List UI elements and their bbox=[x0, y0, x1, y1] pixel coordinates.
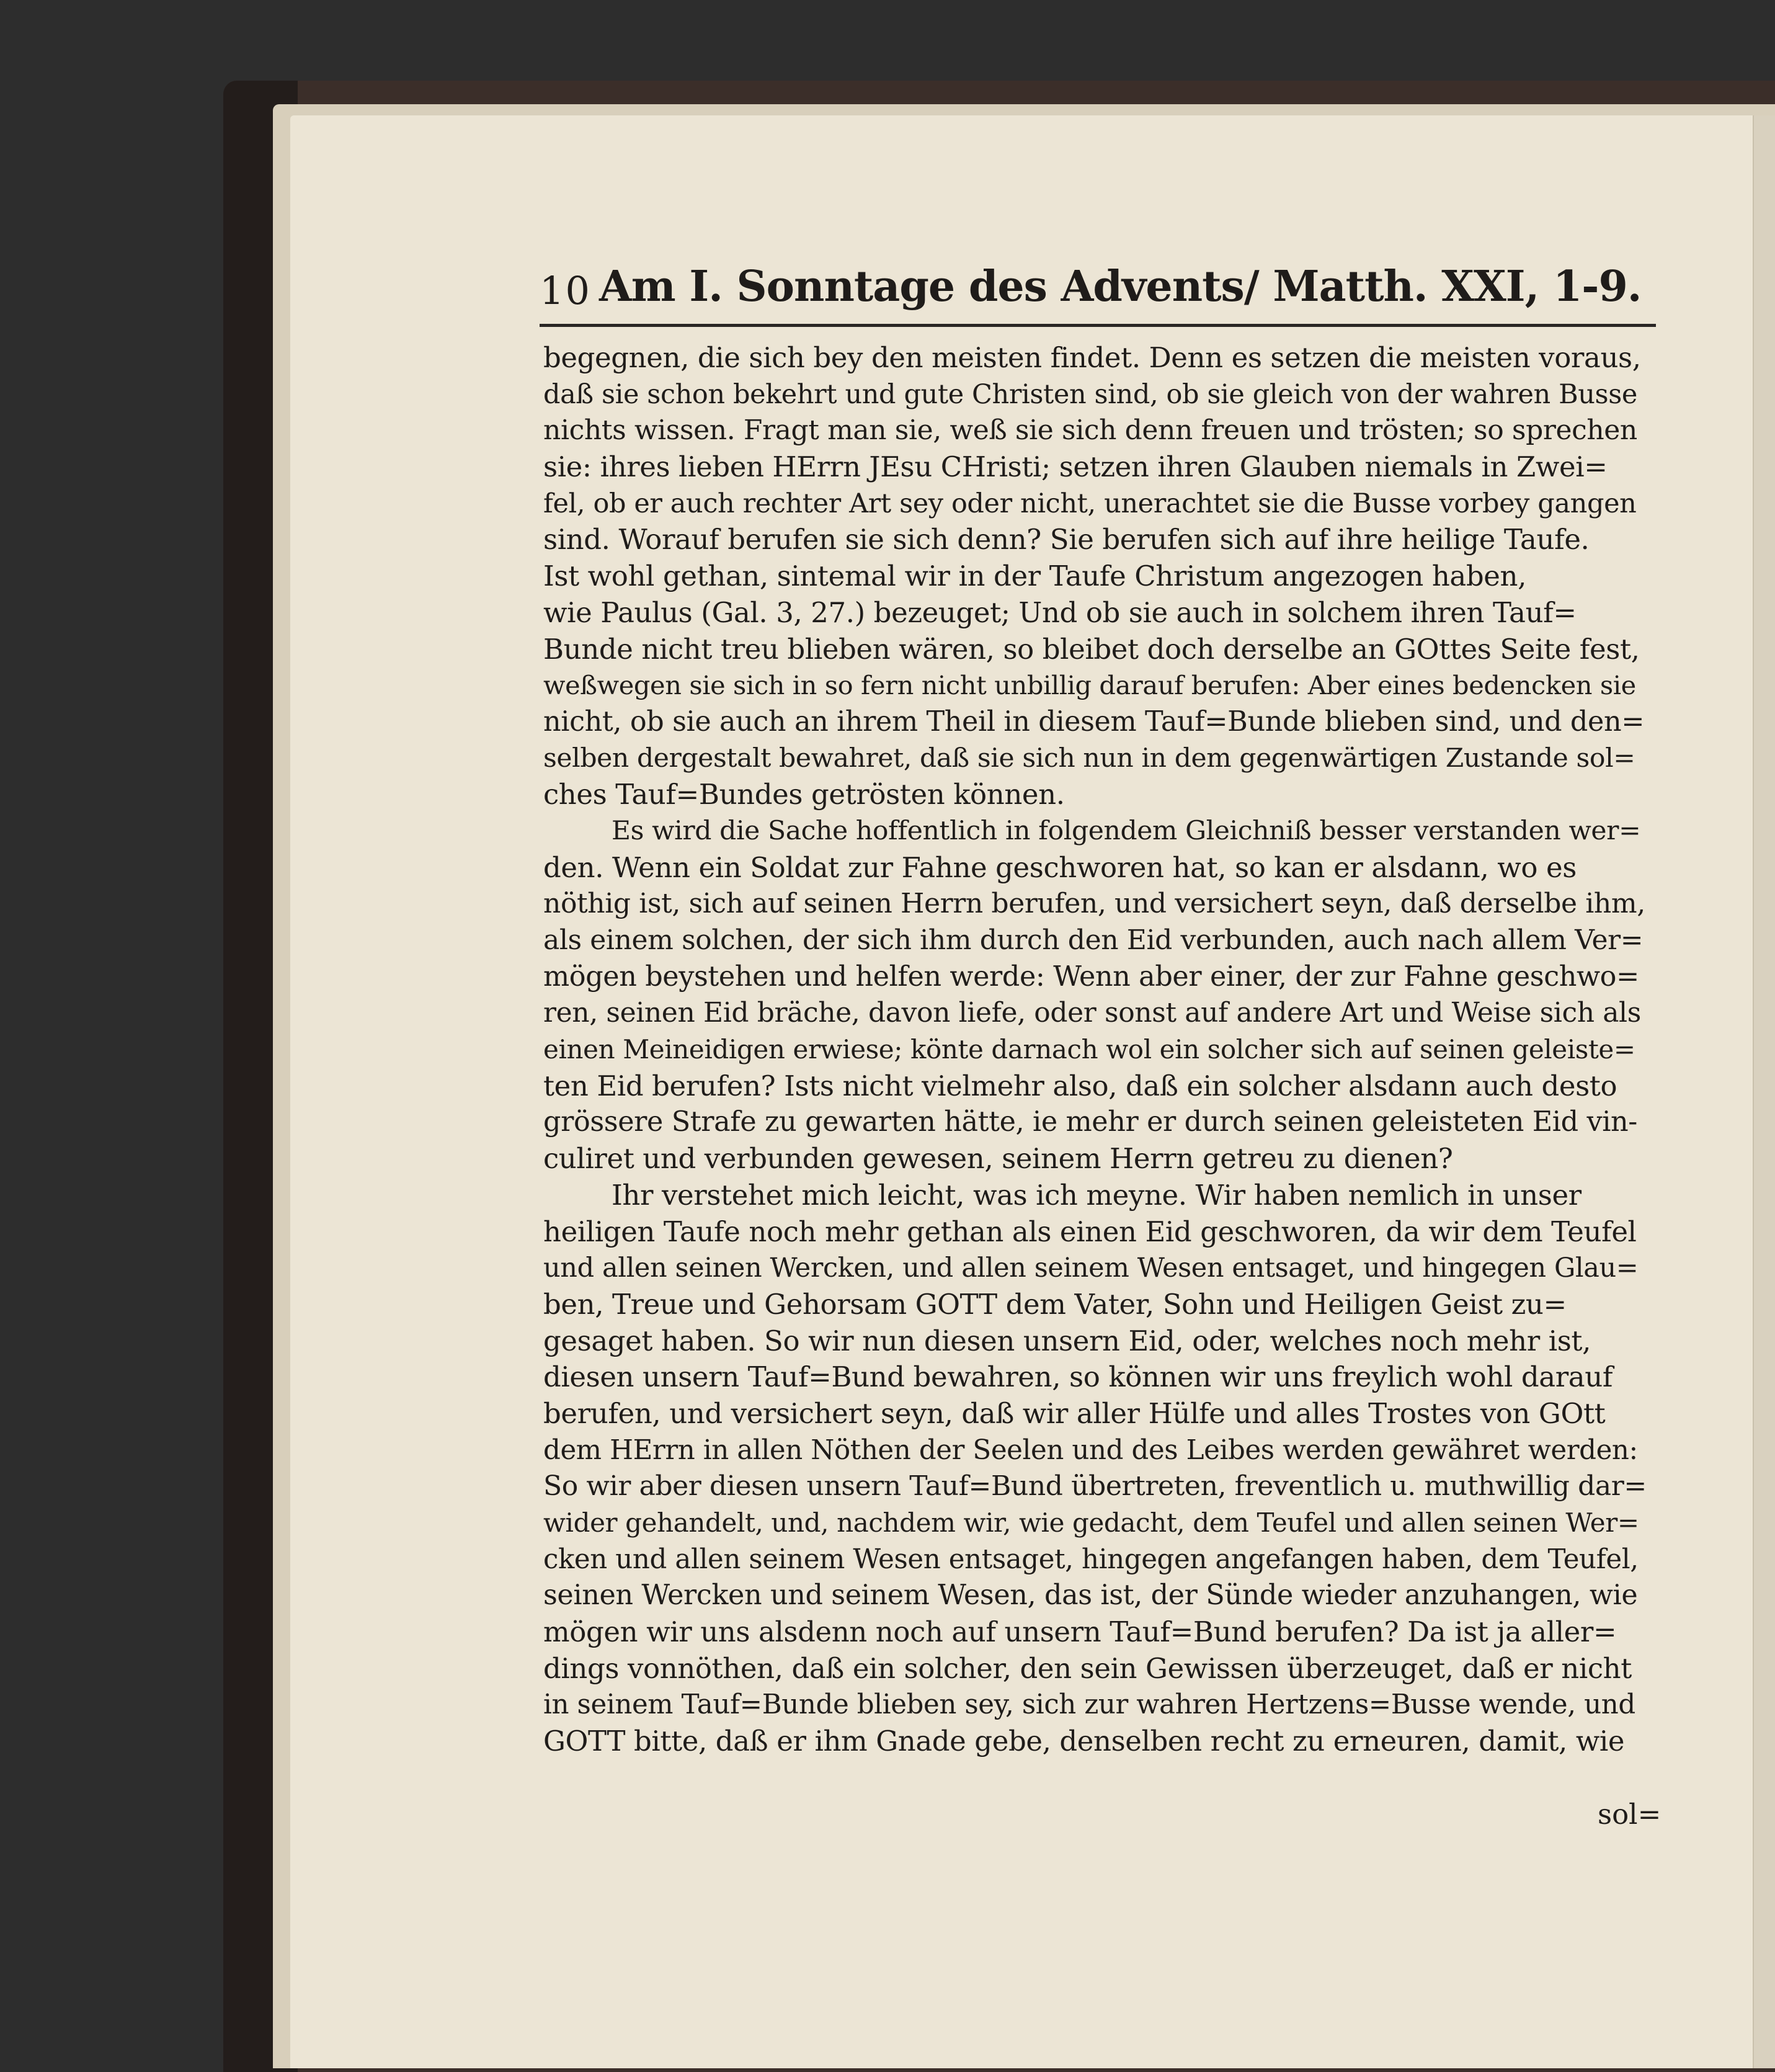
text-line: fel, ob er auch rechter Art sey oder nicht, unerachtet sie die Busse vorbey gangen bbox=[543, 488, 1637, 519]
text-line: daß sie schon bekehrt und gute Christen sind, ob sie gleich von der wahren Busse bbox=[543, 378, 1637, 410]
text-line: So wir aber diesen unsern Tauf=Bund übertreten, freventlich u. muthwillig dar= bbox=[543, 1470, 1647, 1503]
text-line: Bunde nicht treu blieben wären, so bleibet doch derselbe an GOttes Seite fest, bbox=[543, 632, 1640, 666]
text-line: diesen unsern Tauf=Bund bewahren, so können wir uns freylich wohl darauf bbox=[543, 1360, 1613, 1394]
text-line: selben dergestalt bewahret, daß sie sich nun in dem gegenwärtigen Zustande sol= bbox=[543, 743, 1635, 774]
page-gutter-shadow bbox=[1753, 115, 1775, 2068]
text-line: weßwegen sie sich in so fern nicht unbillig darauf berufen: Aber eines bedencken sie bbox=[543, 670, 1636, 701]
text-line: berufen, und versichert seyn, daß wir aller Hülfe und alles Trostes von GOtt bbox=[543, 1396, 1606, 1430]
text-line: einen Meineidigen erwiese; könte darnach wol ein solcher sich auf seinen geleiste= bbox=[543, 1034, 1635, 1065]
text-line: Es wird die Sache hoffentlich in folgendem Gleichniß besser verstanden wer= bbox=[612, 815, 1641, 846]
text-line: seinen Wercken und seinem Wesen, das ist, der Sünde wieder anzuhangen, wie bbox=[543, 1579, 1638, 1612]
text-line: wie Paulus (Gal. 3, 27.) bezeuget; Und ob sie auch in solchem ihren Tauf= bbox=[543, 596, 1577, 629]
text-line: und allen seinen Wercken, und allen seinem Wesen entsaget, und hingegen Glau= bbox=[543, 1253, 1639, 1284]
page-number: 10 bbox=[540, 268, 591, 313]
text-line: cken und allen seinem Wesen entsaget, hingegen angefangen haben, dem Teufel, bbox=[543, 1543, 1639, 1575]
text-line: Ihr verstehet mich leicht, was ich meyne. Wir haben nemlich in unser bbox=[612, 1178, 1581, 1212]
text-line: nichts wissen. Fragt man sie, weß sie sich denn freuen und trösten; so sprechen bbox=[543, 414, 1637, 447]
text-line: wider gehandelt, und, nachdem wir, wie gedacht, dem Teufel und allen seinen Wer= bbox=[543, 1507, 1639, 1538]
text-line: nöthig ist, sich auf seinen Herrn berufen, und versichert seyn, daß derselbe ihm, bbox=[543, 888, 1645, 920]
text-line: grössere Strafe zu gewarten hätte, ie mehr er durch seinen geleisteten Eid vin- bbox=[543, 1106, 1637, 1138]
text-line: in seinem Tauf=Bunde blieben sey, sich zur wahren Hertzens=Busse wende, und bbox=[543, 1689, 1635, 1721]
text-line: dings vonnöthen, daß ein solcher, den sein Gewissen überzeuget, daß er nicht bbox=[543, 1651, 1632, 1685]
text-line: ben, Treue und Gehorsam GOTT dem Vater, Sohn und Heiligen Geist zu= bbox=[543, 1287, 1567, 1321]
text-line: nicht, ob sie auch an ihrem Theil in diesem Tauf=Bunde blieben sind, und den= bbox=[543, 705, 1645, 738]
text-line: sie: ihres lieben HErrn JEsu CHristi; setzen ihren Glauben niemals in Zwei= bbox=[543, 450, 1608, 484]
text-line: ches Tauf=Bundes getrösten können. bbox=[543, 778, 1065, 811]
text-line: heiligen Taufe noch mehr gethan als einen Eid geschworen, da wir dem Teufel bbox=[543, 1215, 1637, 1248]
text-line: culiret und verbunden gewesen, seinem Herrn getreu zu dienen? bbox=[543, 1142, 1453, 1176]
page-header bbox=[540, 259, 1650, 319]
text-line: mögen beystehen und helfen werde: Wenn aber einer, der zur Fahne geschwo= bbox=[543, 960, 1639, 993]
text-line: ren, seinen Eid bräche, davon liefe, oder sonst auf andere Art und Weise sich als bbox=[543, 997, 1641, 1029]
text-line: den. Wenn ein Soldat zur Fahne geschworen hat, so kan er alsdann, wo es bbox=[543, 851, 1577, 884]
header-rule bbox=[540, 324, 1656, 327]
text-line: ten Eid berufen? Ists nicht vielmehr also, daß ein solcher alsdann auch desto bbox=[543, 1069, 1617, 1102]
text-line: Ist wohl gethan, sintemal wir in der Taufe Christum angezogen haben, bbox=[543, 560, 1526, 593]
text-line: gesaget haben. So wir nun diesen unsern Eid, oder, welches noch mehr ist, bbox=[543, 1324, 1591, 1357]
text-line: begegnen, die sich bey den meisten findet. Denn es setzen die meisten voraus, bbox=[543, 341, 1641, 374]
catchword: sol= bbox=[1598, 1798, 1662, 1831]
text-line: mögen wir uns alsdenn noch auf unsern Tauf=Bund berufen? Da ist ja aller= bbox=[543, 1615, 1617, 1649]
body-text bbox=[543, 340, 1647, 1760]
text-line: sind. Worauf berufen sie sich denn? Sie berufen sich auf ihre heilige Taufe. bbox=[543, 523, 1590, 556]
running-title: Am I. Sonntage des Advents/ Matth. XXI, 1-9. bbox=[599, 262, 1642, 311]
text-line: GOTT bitte, daß er ihm Gnade gebe, denselben recht zu erneuren, damit, wie bbox=[543, 1725, 1625, 1758]
text-line: als einem solchen, der sich ihm durch den Eid verbunden, auch nach allem Ver= bbox=[543, 924, 1644, 956]
text-line: dem HErrn in allen Nöthen der Seelen und des Leibes werden gewähret werden: bbox=[543, 1434, 1638, 1466]
